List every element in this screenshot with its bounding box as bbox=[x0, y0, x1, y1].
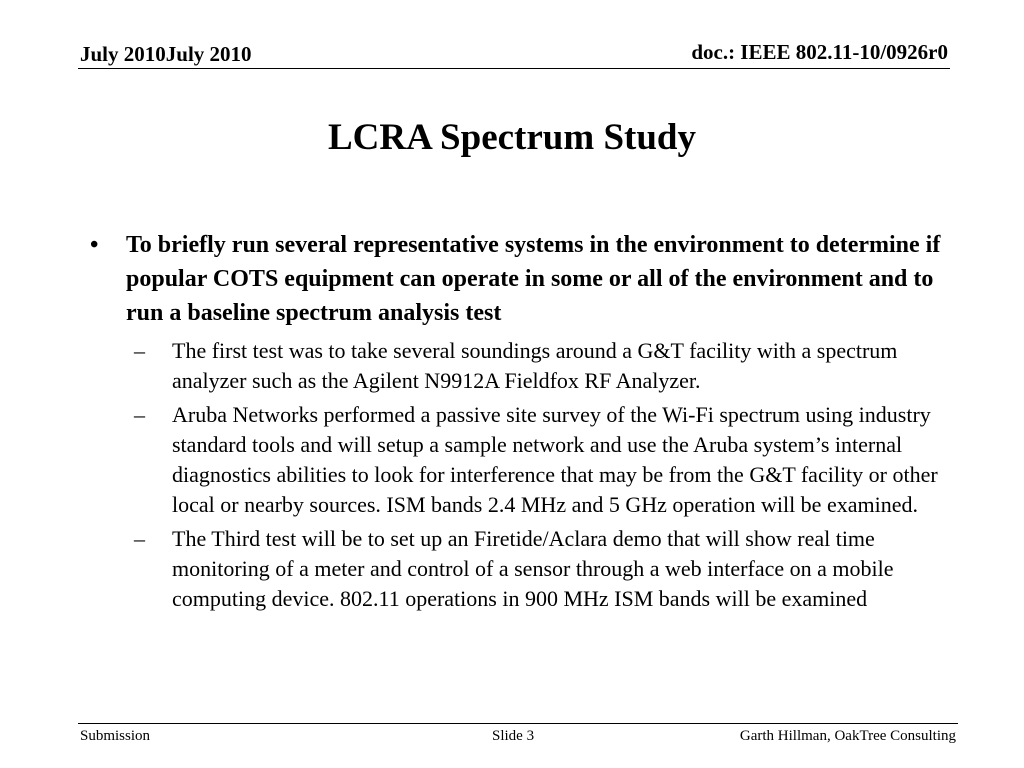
sub-bullet-text: The Third test will be to set up an Firetide/Aclara demo that will show real time monitoring of a meter and control of a sensor through a web interface on a mobile computing device. 802.11 operations in 900 MHz ISM bands will be examined bbox=[172, 526, 894, 611]
footer-slide-number: Slide 3 bbox=[492, 728, 535, 744]
main-bullet-text: To briefly run several representative systems in the environment to determine if popular COTS equipment can operate in some or all of the environment and to run a baseline spectrum analysis test bbox=[126, 232, 941, 326]
slide-title: LCRA Spectrum Study bbox=[328, 117, 696, 158]
header-doc-id: doc.: IEEE 802.11-10/0926r0 bbox=[691, 40, 948, 64]
sub-bullet-text: The first test was to take several soundings around a G&T facility with a spectrum analyzer such as the Agilent N9912A Fieldfox RF Analyzer. bbox=[172, 338, 898, 393]
sub-bullet-item bbox=[84, 400, 954, 520]
sub-bullet-item bbox=[84, 336, 954, 396]
sub-bullet-text: Aruba Networks performed a passive site survey of the Wi-Fi spectrum using industry standard tools and will setup a sample network and use the Aruba system’s internal diagnostics abilities to look for interference that may be from the G&T facility or other local or nearby sources. ISM bands 2.4 MHz and 5 GHz operation will be examined. bbox=[172, 402, 938, 517]
footer-divider bbox=[78, 723, 958, 724]
slide-content bbox=[84, 228, 954, 618]
header-divider bbox=[78, 68, 950, 69]
footer-author: Garth Hillman, OakTree Consulting bbox=[739, 728, 956, 744]
sub-bullet-marker: – bbox=[134, 402, 145, 427]
sub-bullet-marker: – bbox=[134, 526, 145, 551]
header-date: July 2010July 2010 bbox=[80, 42, 252, 66]
bullet-marker: • bbox=[90, 232, 99, 258]
sub-bullet-item bbox=[84, 524, 954, 614]
sub-bullet-marker: – bbox=[134, 338, 145, 363]
sub-bullet-list bbox=[84, 336, 954, 614]
footer-submission: Submission bbox=[80, 728, 151, 744]
main-bullet bbox=[84, 228, 954, 330]
